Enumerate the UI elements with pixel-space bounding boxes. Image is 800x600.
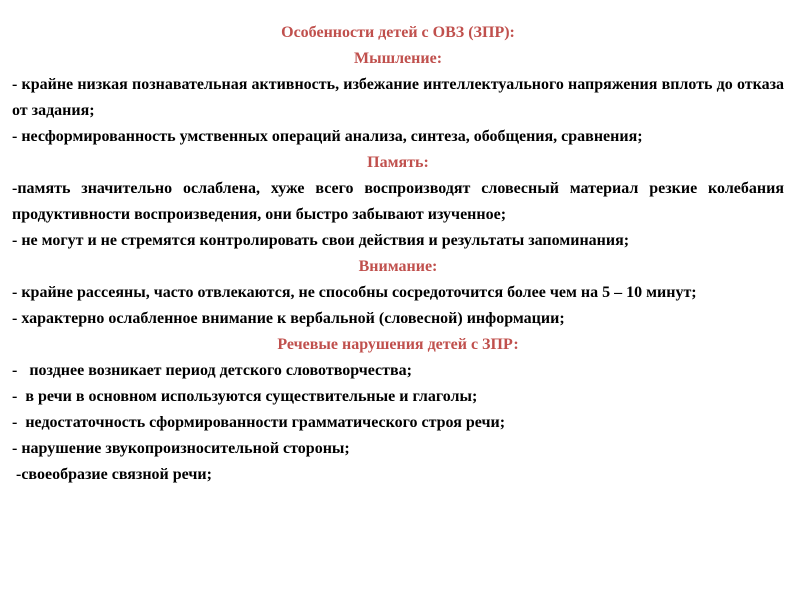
section-heading-attention: Внимание: xyxy=(358,258,438,275)
slide-content xyxy=(12,20,784,488)
attention-item-1: - крайне рассеяны, часто отвлекаются, не способны сосредоточится более чем на 5 – 10 минут; xyxy=(12,284,697,301)
section-heading-thinking: Мышление: xyxy=(353,50,443,67)
slide-title: Особенности детей с ОВЗ (ЗПР): xyxy=(281,24,515,41)
speech-item-1: - позднее возникает период детского словотворчества; xyxy=(12,362,412,379)
speech-item-4: - нарушение звукопроизносительной стороны; xyxy=(12,440,350,457)
memory-item-1: -память значительно ослаблена, хуже всего воспроизводят словесный материал резкие колебания продуктивности воспроизведения, они быстро забывают изученное; xyxy=(12,180,784,223)
memory-item-2: - не могут и не стремятся контролировать свои действия и результаты запоминания; xyxy=(12,232,630,249)
speech-item-5: -своеобразие связной речи; xyxy=(12,466,212,483)
thinking-item-2: - несформированность умственных операций анализа, синтеза, обобщения, сравнения; xyxy=(12,128,643,145)
thinking-item-1: - крайне низкая познавательная активность, избежание интеллектуального напряжения вплоть до отказа от задания; xyxy=(12,76,784,119)
speech-item-2: - в речи в основном используются существительные и глаголы; xyxy=(12,388,478,405)
speech-item-3: - недостаточность сформированности грамматического строя речи; xyxy=(12,414,506,431)
section-heading-memory: Память: xyxy=(367,154,429,171)
section-heading-speech: Речевые нарушения детей с ЗПР: xyxy=(277,336,519,353)
attention-item-2: - характерно ослабленное внимание к вербальной (словесной) информации; xyxy=(12,310,565,327)
